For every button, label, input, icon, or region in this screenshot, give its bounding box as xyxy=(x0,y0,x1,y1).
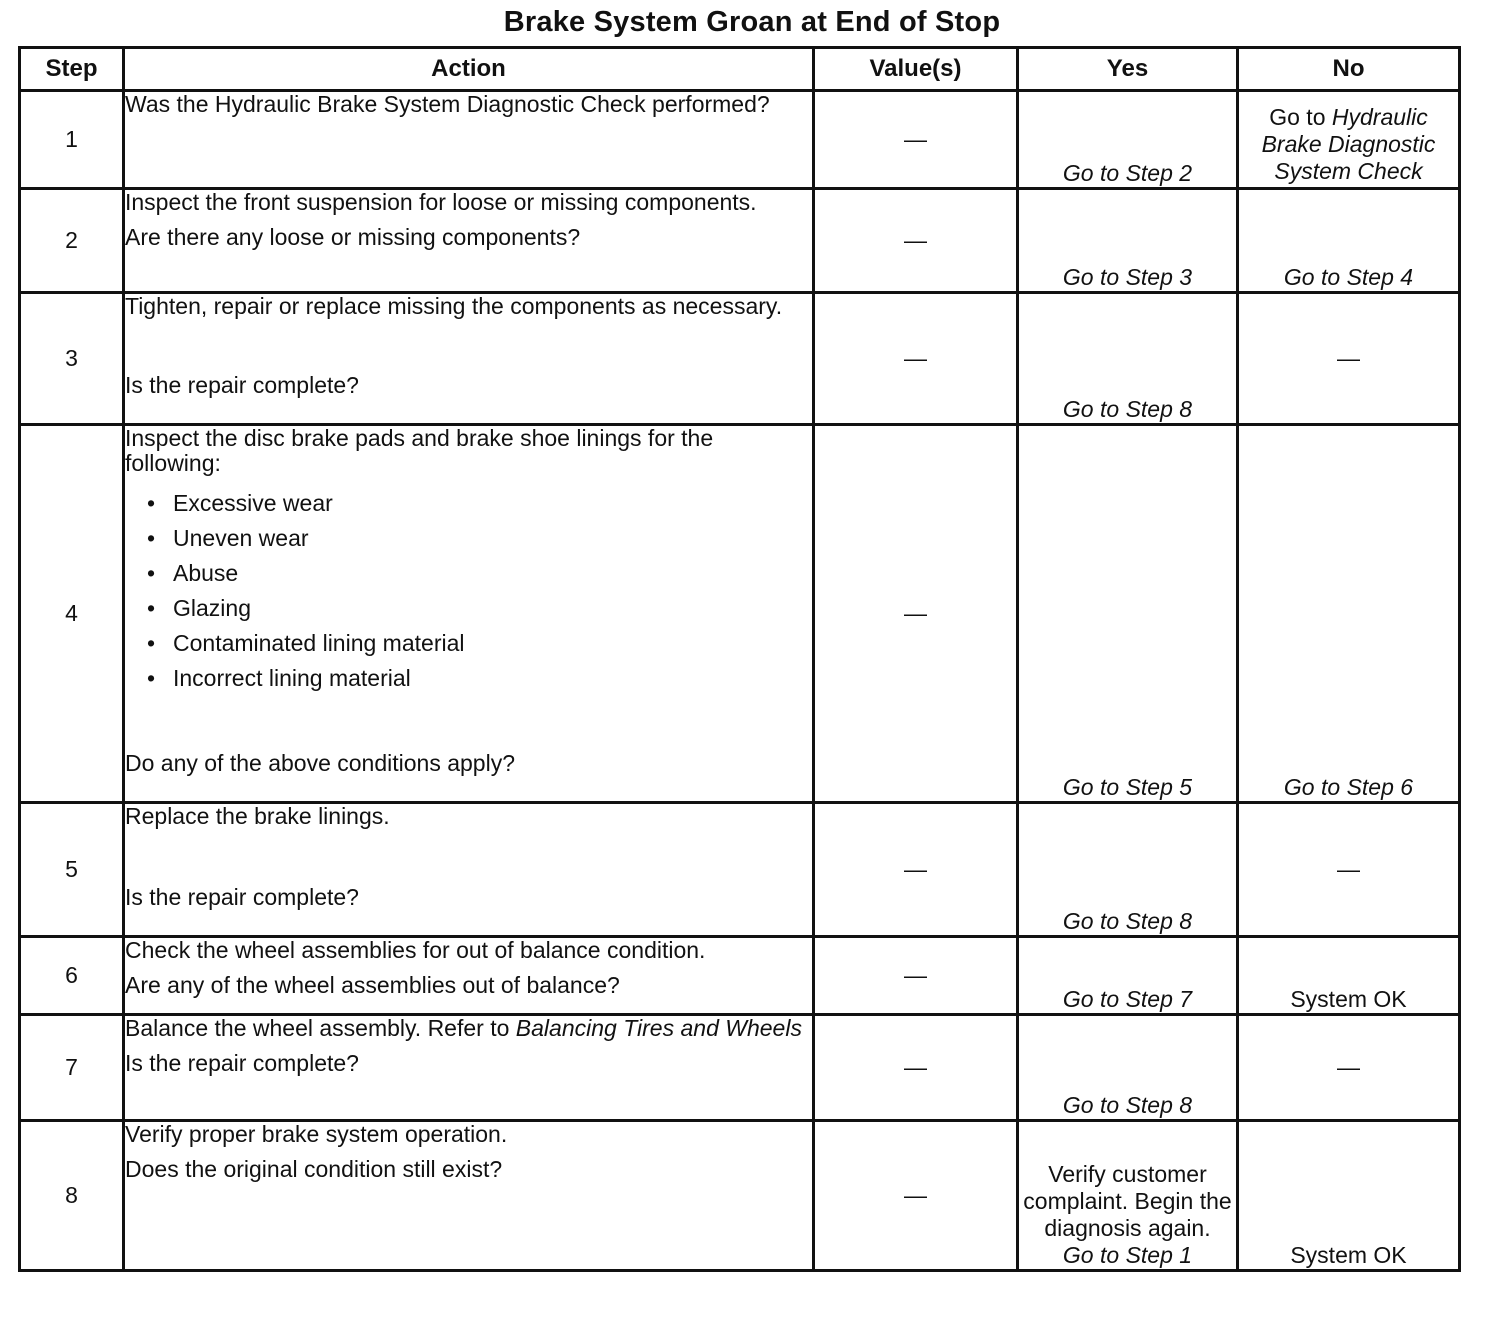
list-item: • Excessive wear xyxy=(147,486,812,521)
header-yes: Yes xyxy=(1018,48,1238,91)
value-cell: — xyxy=(814,189,1018,293)
action-question: Does the original condition still exist? xyxy=(125,1156,503,1182)
header-values: Value(s) xyxy=(814,48,1018,91)
list-item: • Uneven wear xyxy=(147,521,812,556)
table-row xyxy=(20,91,1460,189)
action-text: Was the Hydraulic Brake System Diagnostic Check performed? xyxy=(125,91,770,117)
value-cell: — xyxy=(814,1015,1018,1121)
action-reference: Balancing Tires and Wheels xyxy=(515,1015,802,1041)
table-row xyxy=(20,425,1460,803)
yes-cell: Go to Step 8 xyxy=(1018,293,1238,425)
action-cell xyxy=(124,293,814,425)
no-cell xyxy=(1238,91,1460,189)
header-step: Step xyxy=(20,48,124,91)
yes-cell: Go to Step 7 xyxy=(1018,937,1238,1015)
action-cell xyxy=(124,803,814,937)
table-row xyxy=(20,937,1460,1015)
action-text xyxy=(125,1016,812,1041)
action-text: Tighten, repair or replace missing the components as necessary. xyxy=(125,293,783,319)
list-item: • Incorrect lining material xyxy=(147,661,812,696)
header-action: Action xyxy=(124,48,814,91)
no-prefix: Go to xyxy=(1269,104,1326,130)
value-cell: — xyxy=(814,293,1018,425)
header-row xyxy=(20,48,1460,91)
no-reference: Hydraulic Brake Diagnostic System Check xyxy=(1261,104,1436,184)
yes-text: Verify customer complaint. Begin the diagnosis again. xyxy=(1023,1161,1232,1241)
action-question: Are there any loose or missing components? xyxy=(125,224,581,250)
value-cell: — xyxy=(814,425,1018,803)
yes-cell: Go to Step 2 xyxy=(1018,91,1238,189)
bullet-icon: • xyxy=(147,525,156,551)
step-number: 7 xyxy=(20,1015,124,1121)
action-cell xyxy=(124,425,814,803)
action-cell xyxy=(124,1121,814,1271)
bullet-icon: • xyxy=(147,630,156,656)
action-prefix: Balance the wheel assembly. Refer to xyxy=(125,1015,510,1041)
value-cell: — xyxy=(814,803,1018,937)
action-question: Is the repair complete? xyxy=(125,372,359,398)
table-row xyxy=(20,1015,1460,1121)
list-item: • Contaminated lining material xyxy=(147,626,812,661)
action-question: Are any of the wheel assemblies out of balance? xyxy=(125,972,620,998)
action-text: Inspect the disc brake pads and brake shoe linings for the following: xyxy=(125,425,714,476)
no-cell: Go to Step 4 xyxy=(1238,189,1460,293)
diagnostic-table xyxy=(18,46,1461,1272)
bullet-icon: • xyxy=(147,560,156,586)
yes-cell: Go to Step 8 xyxy=(1018,1015,1238,1121)
action-cell xyxy=(124,189,814,293)
step-number: 2 xyxy=(20,189,124,293)
action-question: Is the repair complete? xyxy=(125,884,359,910)
action-text: Replace the brake linings. xyxy=(125,803,390,829)
action-question: Do any of the above conditions apply? xyxy=(125,750,515,776)
value-cell: — xyxy=(814,1121,1018,1271)
step-number: 1 xyxy=(20,91,124,189)
action-text: Check the wheel assemblies for out of balance condition. xyxy=(125,937,706,963)
condition-list xyxy=(125,486,812,696)
no-cell: — xyxy=(1238,293,1460,425)
action-cell xyxy=(124,1015,814,1121)
no-cell: — xyxy=(1238,803,1460,937)
table-row xyxy=(20,803,1460,937)
step-number: 4 xyxy=(20,425,124,803)
table-row xyxy=(20,1121,1460,1271)
no-cell: System OK xyxy=(1238,1121,1460,1271)
no-cell: — xyxy=(1238,1015,1460,1121)
list-item: • Glazing xyxy=(147,591,812,626)
yes-cell xyxy=(1018,1121,1238,1271)
no-cell: System OK xyxy=(1238,937,1460,1015)
yes-reference: Go to Step 1 xyxy=(1062,1242,1193,1268)
step-number: 6 xyxy=(20,937,124,1015)
table-row xyxy=(20,189,1460,293)
page-title: Brake System Groan at End of Stop xyxy=(503,6,1001,38)
yes-cell: Go to Step 8 xyxy=(1018,803,1238,937)
yes-cell: Go to Step 3 xyxy=(1018,189,1238,293)
step-number: 3 xyxy=(20,293,124,425)
step-number: 8 xyxy=(20,1121,124,1271)
value-cell: — xyxy=(814,91,1018,189)
value-cell: — xyxy=(814,937,1018,1015)
action-text: Inspect the front suspension for loose or missing components. xyxy=(125,189,757,215)
list-item: • Abuse xyxy=(147,556,812,591)
action-text: Verify proper brake system operation. xyxy=(125,1121,508,1147)
bullet-icon: • xyxy=(147,595,156,621)
table-row xyxy=(20,293,1460,425)
no-cell: Go to Step 6 xyxy=(1238,425,1460,803)
bullet-icon: • xyxy=(147,665,156,691)
action-question: Is the repair complete? xyxy=(125,1050,359,1076)
action-cell xyxy=(124,937,814,1015)
bullet-icon: • xyxy=(147,490,156,516)
step-number: 5 xyxy=(20,803,124,937)
yes-cell: Go to Step 5 xyxy=(1018,425,1238,803)
action-cell xyxy=(124,91,814,189)
header-no: No xyxy=(1238,48,1460,91)
